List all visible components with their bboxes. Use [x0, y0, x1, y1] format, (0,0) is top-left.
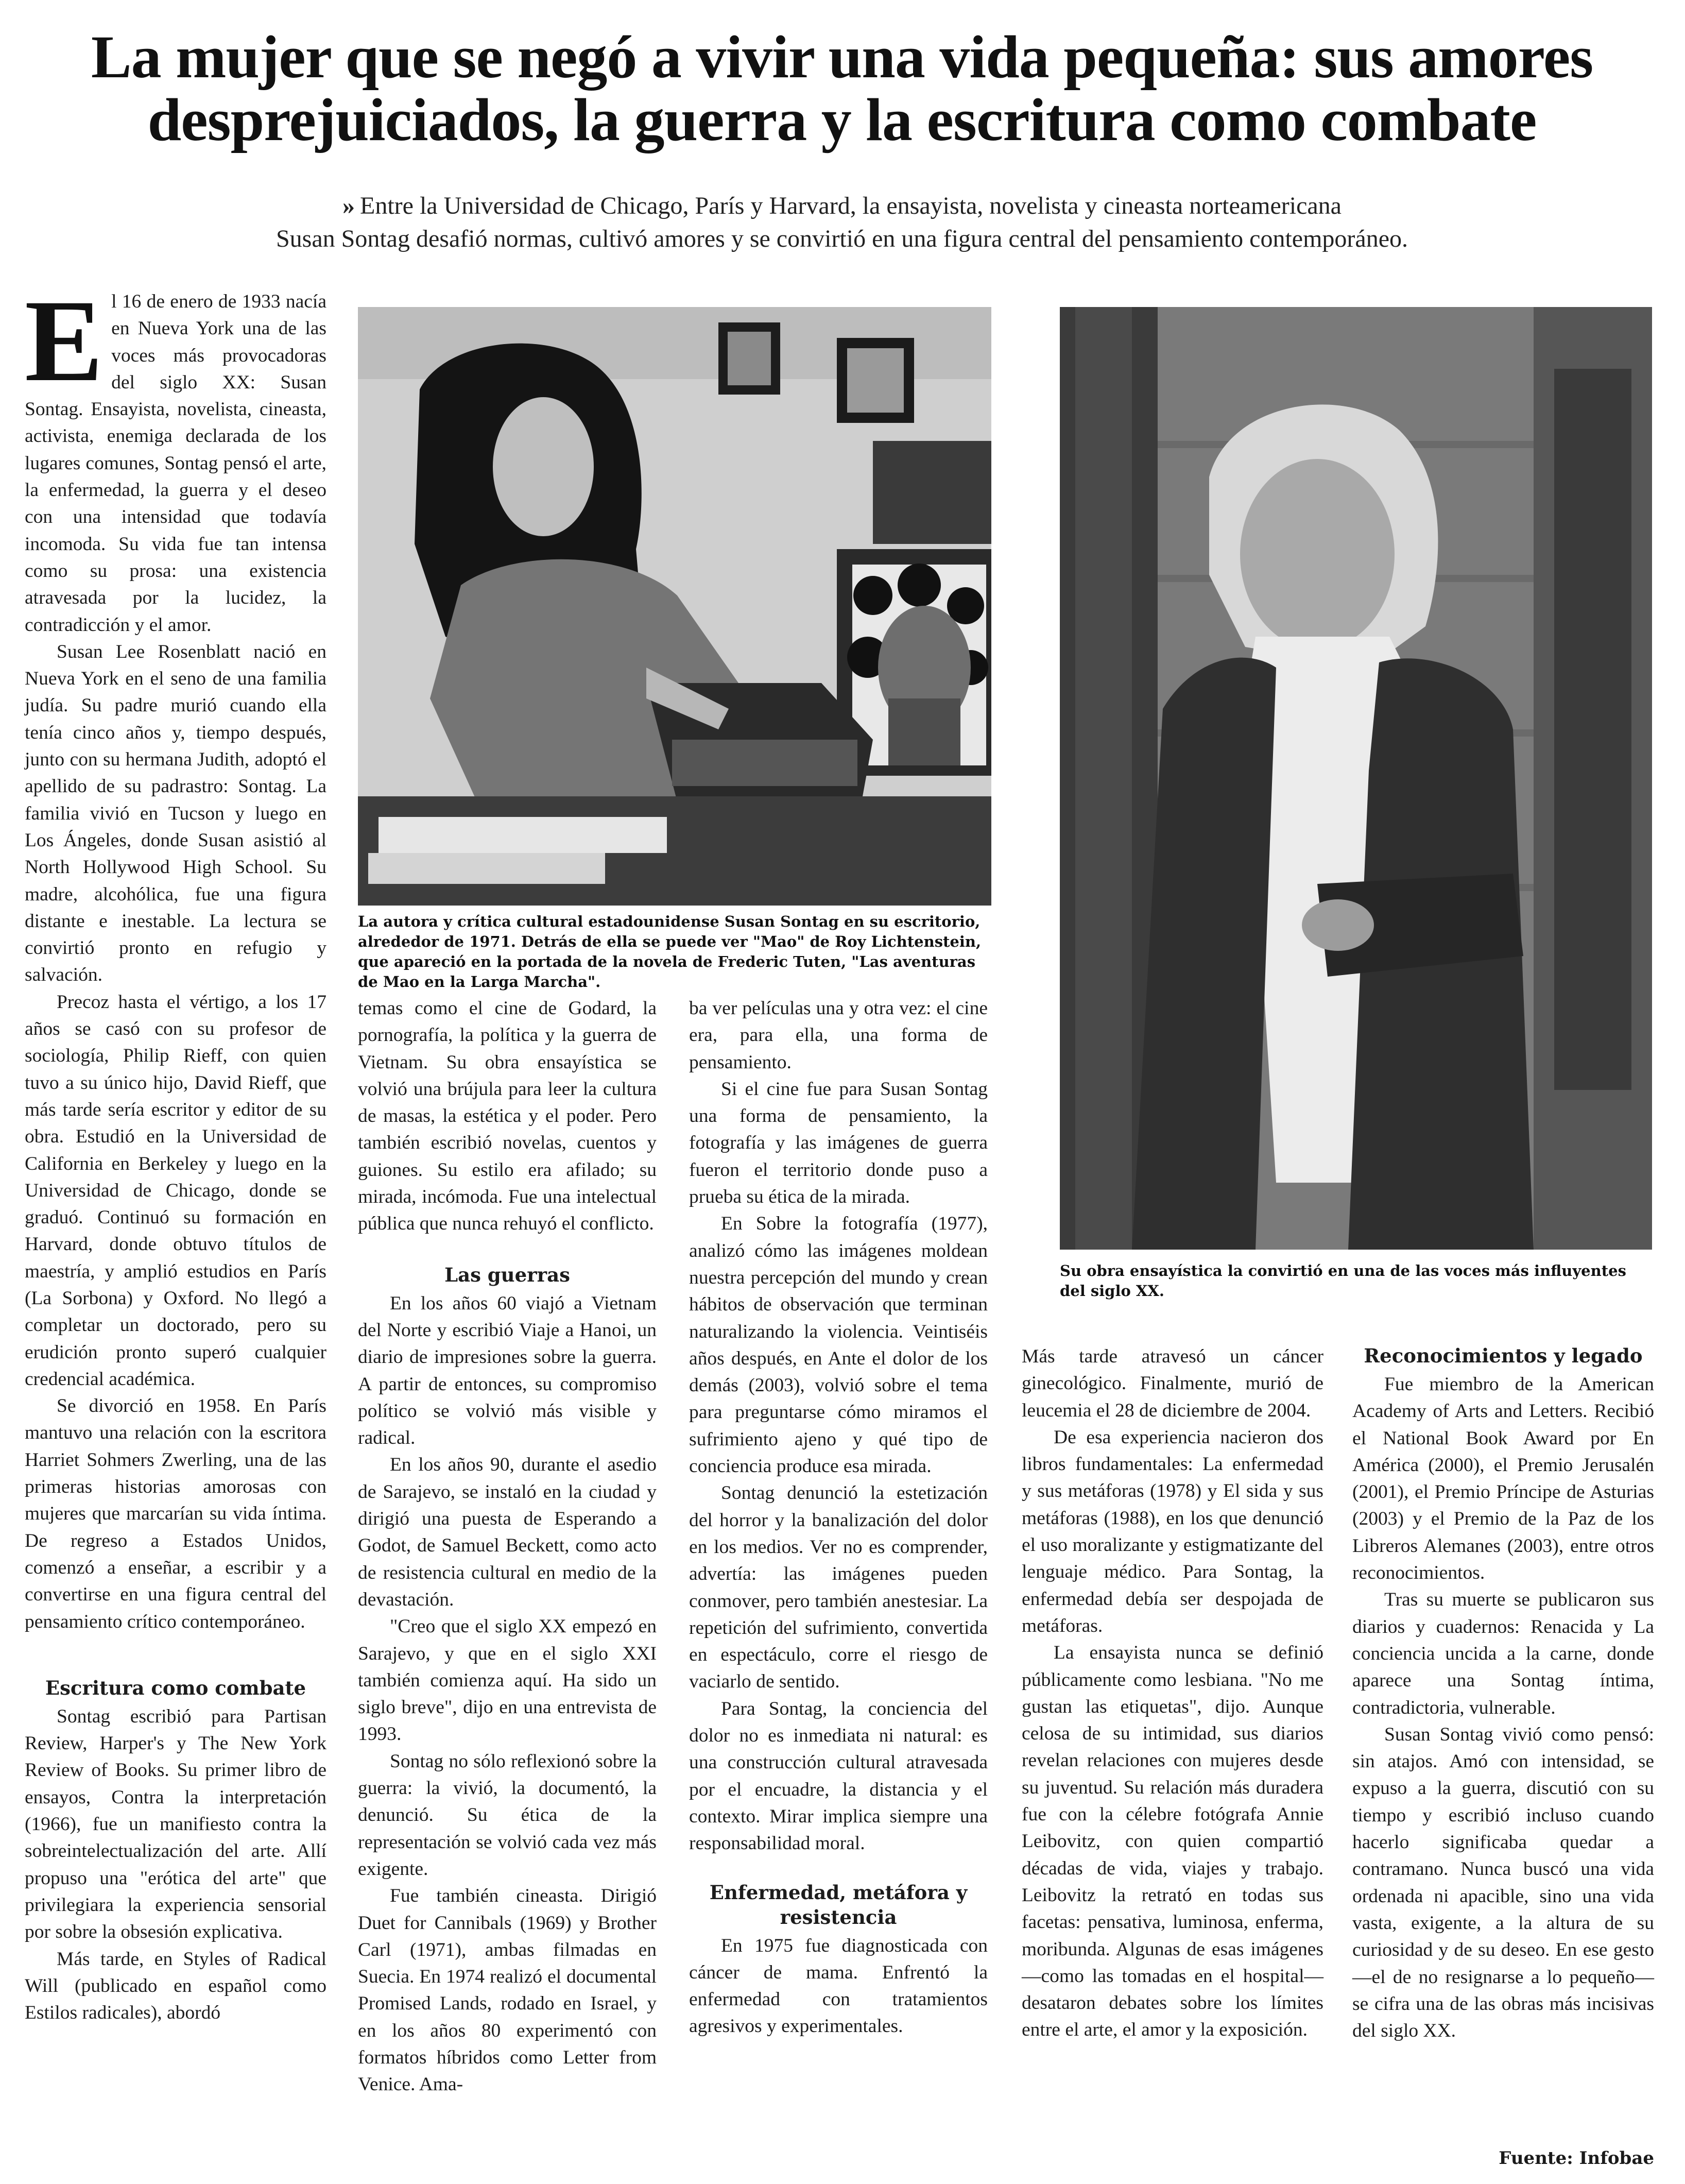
paragraph: De esa experiencia nacieron dos libros fundamentales: La enfermedad y sus metáforas (1978) y El sida y sus metáforas (1988), en los que denunció el uso moralizante y estigmatizante del lenguaje médico. Para Sontag, la enfermedad debía ser despojada de metáforas.	[1022, 1426, 1323, 1636]
photo-sontag-portrait-image	[1060, 307, 1652, 1250]
paragraph: Susan Sontag vivió como pensó: sin atajos. Amó con intensidad, se expuso a la guerra, discutió con su tiempo y escribió incluso cuando hacerlo significaba quedar a contramano. Nunca buscó una vida ordenada ni apacible, sino una vida vasta, exigente, a la altura de su curiosidad y de su deseo. En ese gesto —el de no resignarse a lo pequeño— se cifra una de las obras más incisivas del siglo XX.	[1352, 1724, 1654, 2042]
paragraph: Fue también cineasta. Dirigió Duet for Cannibals (1969) y Brother Carl (1971), ambas filmadas en Suecia. En 1974 realizó el documental Promised Lands, rodado en Israel, y en los años 80 experimentó con formatos híbridos como Letter from Venice. Ama-	[358, 1885, 657, 2095]
paragraph: La ensayista nunca se definió públicamente como lesbiana. "No me gustan las etiquetas", dijo. Aunque celosa de su intimidad, sus diarios revelan relaciones con mujeres desde su juventud. Su relación más duradera fue con la célebre fotógrafa Annie Leibovitz, con quien compartió décadas de vida, viajes y trabajo. Leibovitz la retrató en todas sus facetas: pensativa, luminosa, enferma, moribunda. Algunas de esas imágenes —como las tomadas en el hospital— desataron debates sobre los límites entre el arte, el amor y la exposición.	[1022, 1642, 1323, 2041]
subheadline	[51, 190, 1632, 255]
section-heading-guerras: Las guerras	[444, 1263, 570, 1286]
section-heading-enfermedad: Enfermedad, metáfora y resistencia	[709, 1881, 968, 1929]
drop-cap: E	[25, 276, 104, 406]
article-column-1	[25, 276, 326, 2026]
paragraph: En Sobre la fotografía (1977), analizó cómo las imágenes moldean nuestra percepción del mundo y crean hábitos de observación que terminan naturalizando la violencia. Veintiséis años después, en Ante el dolor de los demás (2003), volvió sobre el tema para preguntarse cómo miramos el sufrimiento ajeno y qué tipo de conciencia produce esa mirada.	[689, 1213, 988, 1477]
subhead-line-2: Susan Sontag desafió normas, cultivó amores y se convirtió en una figura central del pensamiento contemporáneo.	[276, 225, 1408, 252]
source-credit: Fuente: Infobae	[1499, 2148, 1654, 2169]
paragraph: Precoz hasta el vértigo, a los 17 años se casó con su profesor de sociología, Philip Rieff, con quien tuvo a su único hijo, David Rieff, que más tarde sería escritor y editor de su obra. Estudió en la Universidad de California en Berkeley y luego en la Universidad de Chicago, donde se graduó. Continuó su formación en Harvard, donde obtuvo títulos de maestría, y amplió estudios en París (La Sorbona) y Oxford. No llegó a completar un doctorado, pero su erudición pronto superó cualquier credencial académica.	[25, 991, 326, 1390]
paragraph: ba ver películas una y otra vez: el cine era, para ella, una forma de pensamiento.	[689, 998, 988, 1073]
paragraph: Sontag escribió para Partisan Review, Harper's y The New York Review of Books. Su primer libro de ensayos, Contra la interpretación (1966), fue un manifiesto contra la sobreintelectualización del arte. Allí propuso una "erótica del arte" que privilegiara la experiencia sensorial por sobre la obsesión explicativa.	[25, 1705, 326, 1943]
paragraph: Sontag denunció la estetización del horror y la banalización del dolor en los medios. Ver no es comprender, advertía: las imágenes pueden conmover, pero también anestesiar. La repetición del sufrimiento, convertida en espectáculo, corre el riesgo de vaciarlo de sentido.	[689, 1482, 988, 1693]
photo-sontag-desk	[358, 307, 991, 906]
paragraph: Para Sontag, la conciencia del dolor no es inmediata ni natural: es una construcción cultural atravesada por el encuadre, la distancia y el contexto. Mirar implica siempre una responsabilidad moral.	[689, 1698, 988, 1854]
paragraph-text: l 16 de enero de 1933 nacía en Nueva York una de las voces más provocadoras del siglo XX: Susan Sontag. Ensayista, novelista, cineasta, activista, enemiga declarada de los lugares comunes, Sontag pensó el arte, la enfermedad, la guerra y el deseo con una intensidad que todavía incomoda. Su vida fue tan intensa como su prosa: una existencia atravesada por la lucidez, la contradicción y el amor.	[25, 291, 326, 636]
paragraph: En los años 90, durante el asedio de Sarajevo, se instaló en la ciudad y dirigió una puesta de Esperando a Godot, de Samuel Beckett, como acto de resistencia cultural en medio de la devastación.	[358, 1454, 657, 1610]
subhead-line-1: Entre la Universidad de Chicago, París y Harvard, la ensayista, novelista y cineasta norteamericana	[360, 192, 1342, 219]
section-heading-reconocimientos: Reconocimientos y legado	[1364, 1344, 1643, 1367]
photo-sontag-portrait-caption: Su obra ensayística la convirtió en una de las voces más influyentes del siglo XX.	[1060, 1262, 1626, 1300]
paragraph: Más tarde, en Styles of Radical Will (publicado en español como Estilos radicales), abordó	[25, 1948, 326, 2024]
photo-sontag-desk-caption-box	[358, 912, 991, 992]
paragraph: Se divorció en 1958. En París mantuvo una relación con la escritora Harriet Sohmers Zwerling, una de las primeras historias amorosas con mujeres que marcarían su vida íntima. De regreso a Estados Unidos, comenzó a enseñar, a escribir y a convertirse en una figura central del pensamiento crítico contemporáneo.	[25, 1395, 326, 1632]
section-heading-escritura: Escritura como combate	[45, 1676, 306, 1699]
paragraph	[25, 276, 326, 639]
article-column-5	[1352, 1343, 1654, 2044]
headline: La mujer que se negó a vivir una vida pequeña: sus amores desprejuiciados, la guerra y la escritura como combate	[91, 23, 1593, 153]
paragraph: Susan Lee Rosenblatt nació en Nueva York en el seno de una familia judía. Su padre murió cuando ella tenía cinco años y, tiempo después, junto con su hermana Judith, adoptó el apellido de su padrastro: Sontag. La familia vivió en Tucson y luego en Los Ángeles, donde Susan asistió al North Hollywood High School. Su madre, alcohólica, fue una figura distante e inestable. La lectura se convirtió pronto en refugio y salvación.	[25, 641, 326, 986]
photo-sontag-desk-image	[358, 307, 991, 906]
photo-sontag-portrait	[1060, 307, 1652, 1250]
spacer	[25, 1635, 326, 1662]
paragraph: Sontag no sólo reflexionó sobre la guerra: la vivió, la documentó, la denunció. Su ética de la representación se volvió cada vez más exigente.	[358, 1750, 657, 1880]
article-column-3	[689, 995, 988, 2040]
photo-sontag-portrait-caption-box	[1060, 1261, 1652, 1301]
paragraph: Más tarde atravesó un cáncer ginecológico. Finalmente, murió de leucemia el 28 de diciembre de 2004.	[1022, 1346, 1323, 1421]
paragraph: temas como el cine de Godard, la pornografía, la política y la guerra de Vietnam. Su obra ensayística se volvió una brújula para leer la cultura de masas, la estética y el poder. Pero también escribió novelas, cuentos y guiones. Su estilo era afilado; su mirada, incómoda. Fue una intelectual pública que nunca rehuyó el conflicto.	[358, 998, 657, 1235]
paragraph: Fue miembro de la American Academy of Arts and Letters. Recibió el National Book Award por En América (2000), el Premio Jerusalén (2001), el Premio Príncipe de Asturias (2003) y el Premio de la Paz de los Libreros Alemanes (2003), entre otros reconocimientos.	[1352, 1374, 1654, 1584]
article-column-4	[1022, 1343, 1323, 2044]
paragraph: Si el cine fue para Susan Sontag una forma de pensamiento, la fotografía y las imágenes de guerra fueron el territorio donde puso a prueba su ética de la mirada.	[689, 1078, 988, 1208]
paragraph: "Creo que el siglo XX empezó en Sarajevo, y que en el siglo XXI también comienza aquí. Ha sido un siglo breve", dijo en una entrevista de 1993.	[358, 1616, 657, 1745]
subhead-marker: »	[342, 192, 355, 219]
paragraph: En 1975 fue diagnosticada con cáncer de mama. Enfrentó la enfermedad con tratamientos agresivos y experimentales.	[689, 1935, 988, 2037]
paragraph: En los años 60 viajó a Vietnam del Norte y escribió Viaje a Hanoi, un diario de impresiones sobre la guerra. A partir de entonces, su compromiso político se volvió más visible y radical.	[358, 1292, 657, 1449]
article-column-2	[358, 995, 657, 2098]
photo-sontag-desk-caption: La autora y crítica cultural estadounidense Susan Sontag en su escritorio, alrededor de 1971. Detrás de ella se puede ver "Mao" de Roy Lichtenstein, que apareció en la portada de la novela de Frederic Tuten, "Las aventuras de Mao en la Larga Marcha".	[358, 913, 982, 991]
paragraph: Tras su muerte se publicaron sus diarios y cuadernos: Renacida y La conciencia uncida a la carne, donde aparece una Sontag íntima, contradictoria, vulnerable.	[1352, 1589, 1654, 1718]
